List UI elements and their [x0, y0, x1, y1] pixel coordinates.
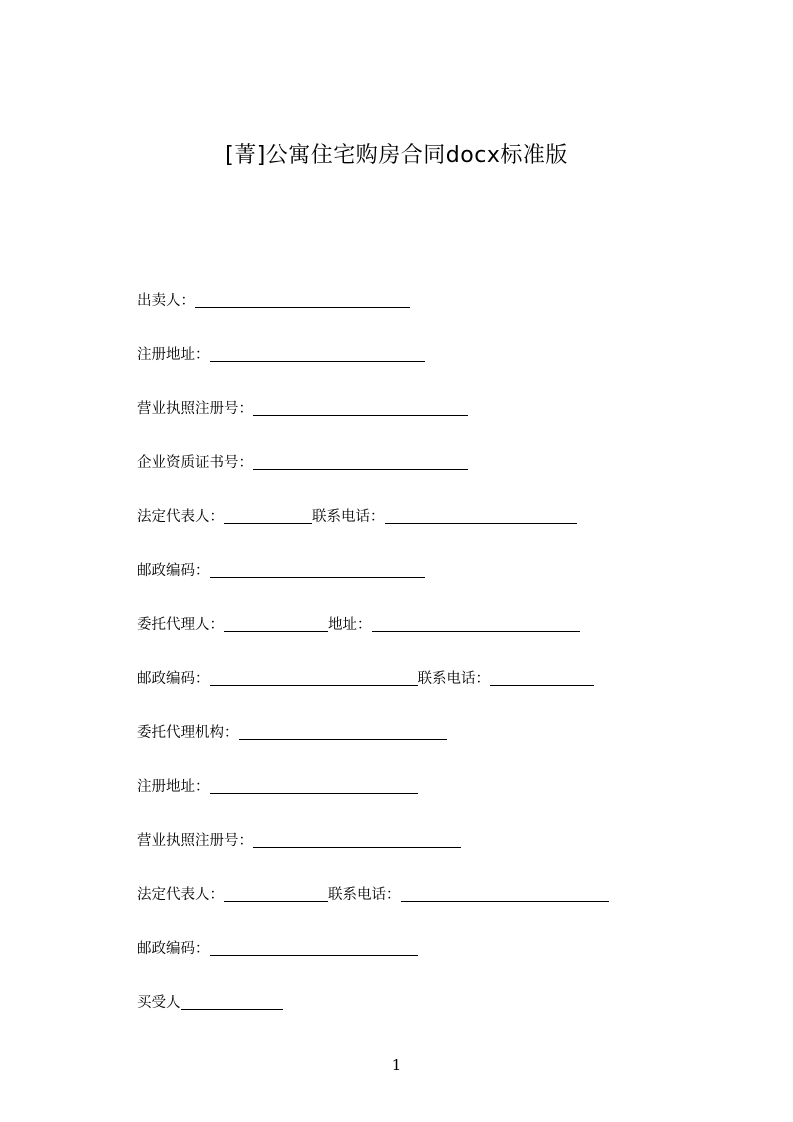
agency-field: [137, 722, 447, 744]
document-title: [菁]公寓住宅购房合同docx标准版: [225, 143, 568, 168]
business-license-label: 营业执照注册号：: [137, 401, 253, 417]
reg-address-blank[interactable]: [210, 792, 418, 794]
legal-rep-label: 法定代表人：: [137, 887, 224, 903]
contact-phone-blank[interactable]: [385, 522, 577, 524]
agent-field: [137, 614, 580, 636]
contact-phone-label: 联系电话：: [328, 887, 401, 903]
legal-rep-blank[interactable]: [224, 522, 312, 524]
legal-rep-label: 法定代表人：: [137, 509, 224, 525]
buyer-field: [137, 992, 283, 1014]
business-license-label: 营业执照注册号：: [137, 833, 253, 849]
contact-phone-blank[interactable]: [401, 900, 609, 902]
agent-blank[interactable]: [224, 630, 328, 632]
buyer-label: 买受人: [137, 995, 181, 1011]
reg-address-label: 注册地址：: [137, 347, 210, 363]
seller-label: 出卖人：: [137, 293, 195, 309]
postcode-phone-field: [137, 668, 594, 690]
reg-address-blank[interactable]: [210, 360, 425, 362]
agency-label: 委托代理机构：: [137, 725, 239, 741]
postcode-label: 邮政编码：: [137, 563, 210, 579]
business-license-field-2: [137, 830, 461, 852]
postcode-blank[interactable]: [210, 684, 418, 686]
legal-rep-field: [137, 506, 577, 528]
agent-address-blank[interactable]: [372, 630, 580, 632]
seller-field: [137, 290, 410, 312]
contact-phone-label: 联系电话：: [417, 671, 490, 687]
business-license-blank[interactable]: [253, 414, 468, 416]
postcode-blank[interactable]: [210, 576, 425, 578]
buyer-blank[interactable]: [181, 1008, 283, 1010]
qualification-cert-field: [137, 452, 468, 474]
contact-phone-label: 联系电话：: [312, 509, 385, 525]
agent-label: 委托代理人：: [137, 617, 224, 633]
seller-blank[interactable]: [195, 306, 410, 308]
legal-rep-field-2: [137, 884, 609, 906]
reg-address-field-2: [137, 776, 418, 798]
contact-phone-blank[interactable]: [490, 684, 594, 686]
page-number: 1: [391, 1056, 402, 1074]
agency-blank[interactable]: [239, 738, 447, 740]
legal-rep-blank[interactable]: [224, 900, 328, 902]
postcode-label: 邮政编码：: [137, 671, 210, 687]
postcode-field-3: [137, 938, 418, 960]
qualification-cert-label: 企业资质证书号：: [137, 455, 253, 471]
reg-address-field: [137, 344, 425, 366]
postcode-field: [137, 560, 425, 582]
postcode-blank[interactable]: [210, 954, 418, 956]
agent-address-label: 地址：: [328, 617, 372, 633]
business-license-field: [137, 398, 468, 420]
business-license-blank[interactable]: [253, 846, 461, 848]
postcode-label: 邮政编码：: [137, 941, 210, 957]
reg-address-label: 注册地址：: [137, 779, 210, 795]
qualification-cert-blank[interactable]: [253, 468, 468, 470]
